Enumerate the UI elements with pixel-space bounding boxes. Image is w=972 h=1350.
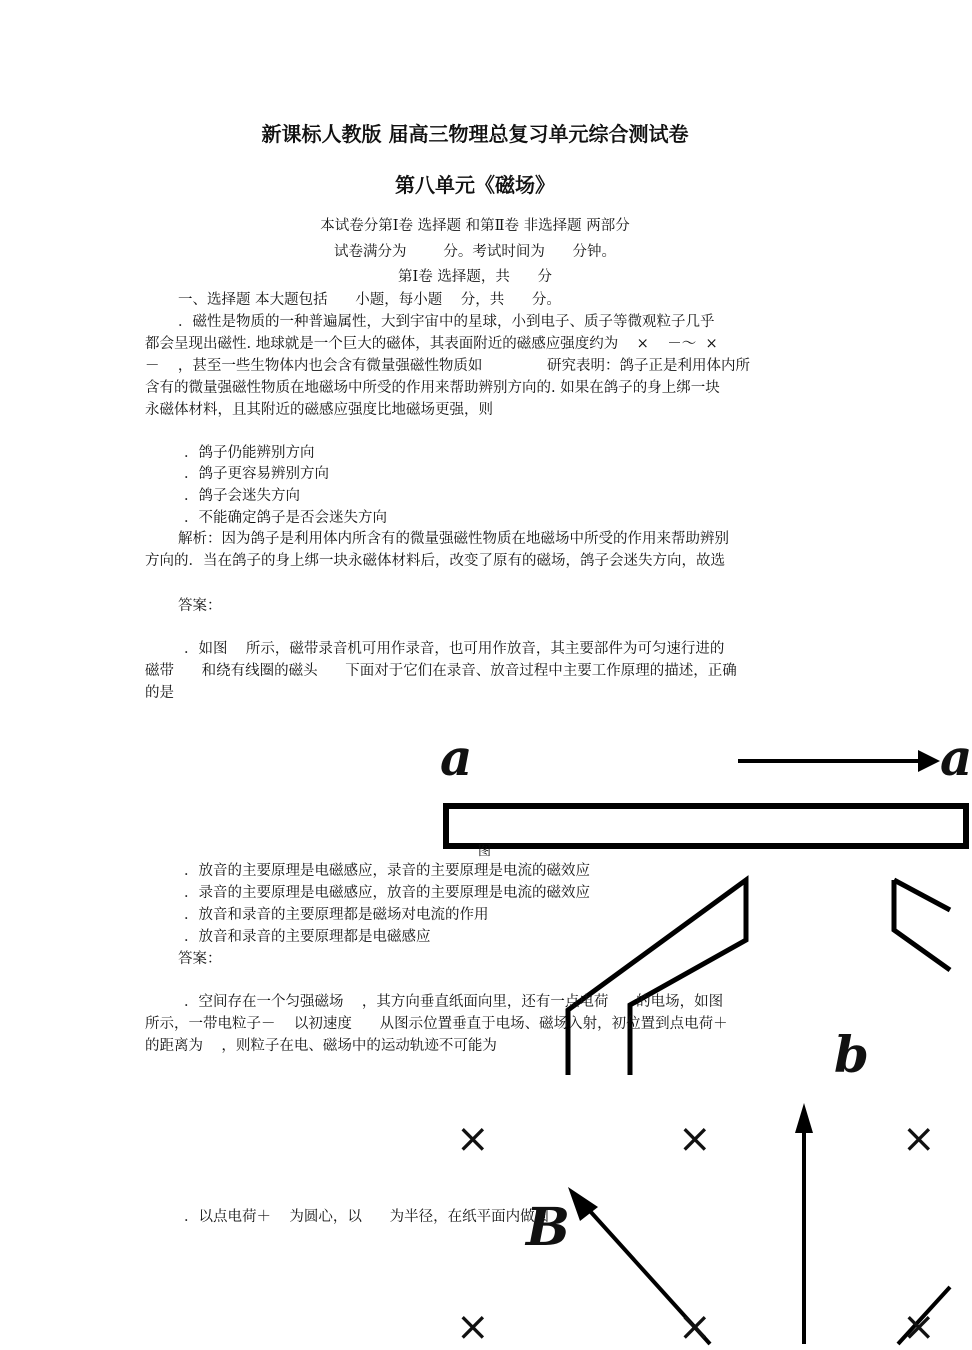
q1-option: ．鸽子更容易辨别方向 xyxy=(184,466,329,482)
unit-title: 第八单元《磁场》 xyxy=(395,173,555,197)
q2-option: ．放音和录音的主要原理都是磁场对电流的作用 xyxy=(184,907,489,923)
field-cross-icon: × xyxy=(456,1304,490,1350)
section-heading: 第Ⅰ卷 选择题，共 分 xyxy=(398,269,552,285)
figure-label-a-clipped: a xyxy=(940,728,972,787)
q2-line: 的是 xyxy=(145,685,174,701)
document-title: 新课标人教版 届高三物理总复习单元综合测试卷 xyxy=(261,122,689,146)
q2-line: 磁带 和绕有线圈的磁头 下面对于它们在录音、放音过程中主要工作原理的描述，正确 xyxy=(145,663,737,679)
field-cross-icon: × xyxy=(456,1116,490,1162)
field-cross-icon: × xyxy=(678,1116,712,1162)
q1-answer: 答案： xyxy=(178,598,222,614)
intro-line-1: 本试卷分第Ⅰ卷 选择题 和第Ⅱ卷 非选择题 两部分 xyxy=(320,218,630,234)
q3-line: ．空间存在一个匀强磁场 ，其方向垂直纸面向里，还有一点电荷 的电场，如图 xyxy=(184,994,724,1010)
q1-option: ．鸽子仍能辨别方向 xyxy=(184,445,315,461)
magnetic-head-left xyxy=(568,880,746,1075)
q2-option: ．放音的主要原理是电磁感应，录音的主要原理是电流的磁效应 xyxy=(184,863,590,879)
q1-line: － ，甚至一些生物体内也会含有微量强磁性物质如 研究表明：鸽子正是利用体内所 xyxy=(145,358,750,374)
field-cross-icon: × xyxy=(902,1116,936,1162)
q3-option: ．以点电荷＋ 为圆心，以 为半径，在纸平面内做圆 xyxy=(184,1209,550,1225)
q1-line: 都会呈现出磁性. 地球就是一个巨大的磁体，其表面附近的磁感应强度约为 × －～ × xyxy=(145,336,718,352)
q2-option: ．放音和录音的主要原理都是电磁感应 xyxy=(184,929,431,945)
q2-answer: 答案： xyxy=(178,951,222,967)
q3-line: 的距离为 ，则粒子在电、磁场中的运动轨迹不可能为 xyxy=(145,1038,497,1054)
field-cross-icon: × xyxy=(678,1304,712,1350)
q1-line: 含有的微量强磁性物质在地磁场中所受的作用来帮助辨别方向的. 如果在鸽子的身上绑一块 xyxy=(145,380,720,396)
figure-label-a: a xyxy=(440,728,473,787)
q1-option: ．鸽子会迷失方向 xyxy=(184,488,300,504)
q1-analysis: 方向的．当在鸽子的身上绑一块永磁体材料后，改变了原有的磁场，鸽子会迷失方向，故选 xyxy=(145,553,725,569)
arrow-head-icon xyxy=(918,750,940,772)
arrow-head-icon xyxy=(795,1103,813,1133)
intro-line-2: 试卷满分为 分。考试时间为 分钟。 xyxy=(333,244,617,260)
q2-option: ．录音的主要原理是电磁感应，放音的主要原理是电流的磁效应 xyxy=(184,885,590,901)
figure-caption: 图 xyxy=(478,844,492,859)
q3-line: 所示，一带电粒子－ 以初速度 从图示位置垂直于电场、磁场入射，初位置到点电荷＋ xyxy=(145,1016,728,1032)
q1-option: ．不能确定鸽子是否会迷失方向 xyxy=(184,510,387,526)
q1-line: 永磁体材料，且其附近的磁感应强度比地磁场更强，则 xyxy=(145,402,493,418)
tape-strip xyxy=(446,806,966,846)
field-cross-icon: × xyxy=(902,1304,936,1350)
q2-line: ．如图 所示，磁带录音机可用作录音，也可用作放音，其主要部件为可匀速行进的 xyxy=(184,641,725,657)
field-label-B: B xyxy=(526,1197,570,1258)
magnetic-head-right-edge xyxy=(894,880,950,910)
q1-analysis: 解析：因为鸽子是利用体内所含有的微量强磁性物质在地磁场中所受的作用来帮助辨别 xyxy=(178,531,729,547)
q1-line: ．磁性是物质的一种普遍属性，大到宇宙中的星球，小到电子、质子等微观粒子几乎 xyxy=(178,314,715,330)
figure-label-b: b xyxy=(834,1025,869,1084)
part1-heading: 一、选择题 本大题包括 小题，每小题 分，共 分。 xyxy=(178,292,561,308)
